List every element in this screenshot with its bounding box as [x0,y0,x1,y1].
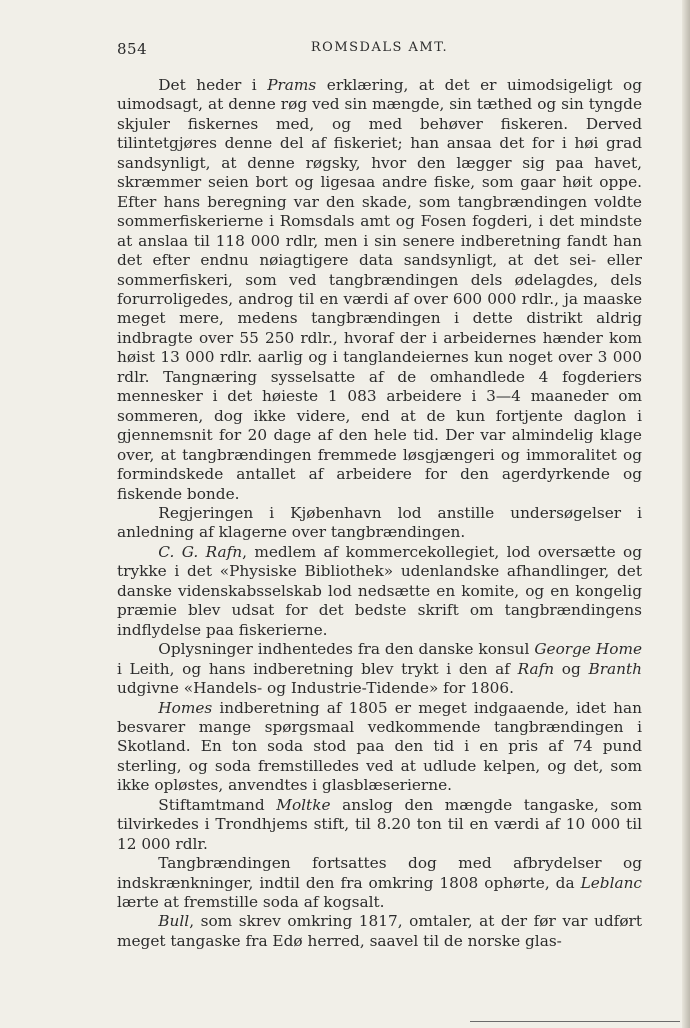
italic-name: Bull [158,912,190,931]
text-run: i Leith, og hans indberetning blev trykt i den af [117,659,518,678]
text-run: Oplysninger indhentedes fra den danske konsul [158,640,535,659]
text-run: , medlem af kommercekollegiet, lod oversætte og trykke i det «Physiske Bibliothek» udenlandske afhandlinger, det danske videnskabsselskab lod nedsætte en komite, og en kongelig præmie blev udsat for det bedste skrift om tangbrændingens indflydelse paa fiskerierne. [117,542,642,639]
italic-name: Leblanc [580,873,642,892]
body-text [117,76,642,951]
text-run: Regjeringen i Kjøbenhavn lod anstille undersøgelser i anledning af klagerne over tangbrændingen. [117,503,642,542]
italic-name: Rafn [517,659,555,678]
italic-name: Moltke [276,795,331,814]
page-header [117,40,642,60]
paragraph [117,640,642,698]
italic-name: Branth [588,659,642,678]
paragraph [117,854,642,912]
italic-name: George Home [534,640,643,659]
paragraph [117,76,642,504]
text-run: Stiftamtmand [158,795,277,814]
text-run: Det heder i [158,76,268,94]
text-run: og [554,659,589,678]
page-number: 854 [117,40,148,58]
text-run: indberetning af 1805 er meget indgaaende, idet han besvarer mange spørgsmaal vedkommende tangbrændingen i Skotland. En ton soda stod paa den tid i en pris af 74 pund sterling, og soda fremstilledes ved at udlude kelpen, og det, som ikke opløstes, anvendtes i glasblæserierne. [117,698,642,795]
text-run: lærte at fremstille soda af kogsalt. [117,893,385,912]
running-title: ROMSDALS AMT. [310,40,449,55]
italic-name: Homes [158,698,213,717]
text-run: Tangbrændingen fortsattes dog med afbrydelser og indskrænkninger, indtil den fra omkring 1808 ophørte, da [117,854,642,892]
paragraph [117,504,642,543]
paragraph [117,699,642,796]
paragraph [117,796,642,854]
text-run: anslog den mængde tangaske, som tilvirkedes i Trondhjems stift, til 8.20 ton til en værdi af 10 000 til 12 000 rdlr. [117,795,642,853]
paragraph [117,543,642,640]
italic-name: C. G. Rafn [158,542,243,561]
page-edge [682,0,690,1028]
text-run: udgivne «Handels- og Industrie-Tidende» for 1806. [117,679,515,698]
paragraph [117,912,642,951]
italic-name: Prams [267,76,317,94]
bottom-rule [470,1021,680,1022]
text-run: erklæring, at det er uimodsigeligt og uimodsagt, at denne røg ved sin mængde, sin tæthed og sin tyngde skjuler fiskernes med, og med behøver fiskeren. Derved tilintetgjøres denne del af fiskeriet; han ansaa det for i høi grad sandsynligt, at denne røgsky, hvor den lægger sig paa havet, skræmmer seien bort og ligesaa andre fiske, som gaar høit oppe. Efter hans beregning var den skade, som tangbrændingen voldte sommerfiskerierne i Romsdals amt og Fosen fogderi, i det mindste at anslaa til 118 000 rdlr, men i sin senere indberetning fandt han det efter endnu nøiagtigere data sandsynligt, at det sei- eller sommerfiskeri, som ved tangbrændingen dels ødelagdes, dels forurroligedes, androg til en værdi af over 600 000 rdlr., ja maaske meget mere, medens tangbrændingen i dette distrikt aldrig indbragte over 55 250 rdlr., hvoraf der i arbeidernes hænder kom høist 13 000 rdlr. aarlig og i tanglandeiernes kun noget over 3 000 rdlr. Tangnæring sysselsatte af de omhandlede 4 fogderiers mennesker i det høieste 1 083 arbeidere i 3—4 maaneder om sommeren, dog ikke videre, end at de kun fortjente daglon i gjennemsnit for 20 dage af den hele tid. Der var almindelig klage over, at tangbrændingen fremmede løsgjængeri og immoralitet og formindskede antallet af arbeidere for den agerdyrkende og fiskende bonde. [117,76,642,503]
text-run: , som skrev omkring 1817, omtaler, at der før var udført meget tangaske fra Edø herred, saavel til de norske glas- [117,912,642,950]
